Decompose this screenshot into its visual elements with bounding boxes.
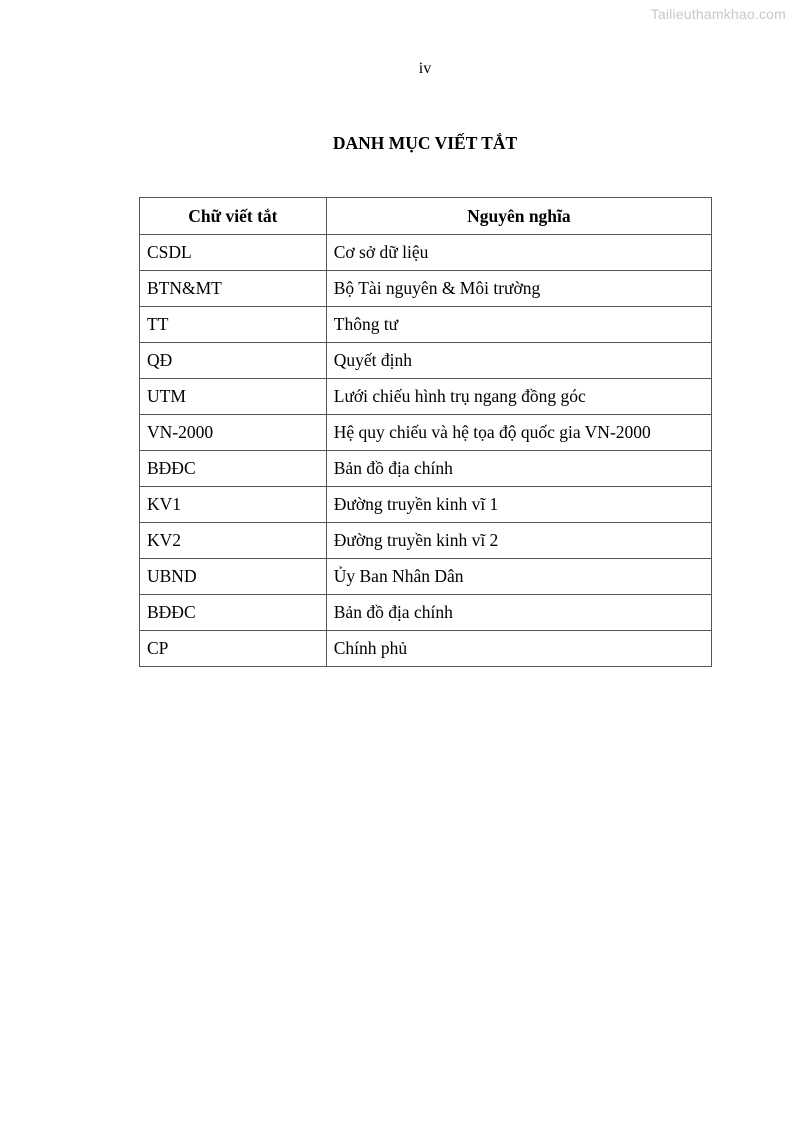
abbreviation-cell: UBND: [140, 559, 327, 595]
watermark-text: Tailieuthamkhao.com: [650, 6, 786, 22]
abbreviation-table: [139, 197, 712, 667]
table-row: [140, 559, 712, 595]
meaning-cell: Đường truyền kinh vĩ 2: [326, 523, 711, 559]
abbreviation-cell: BTN&MT: [140, 271, 327, 307]
table-row: [140, 379, 712, 415]
abbreviation-cell: KV2: [140, 523, 327, 559]
table-row: [140, 343, 712, 379]
meaning-cell: Chính phủ: [326, 631, 711, 667]
meaning-cell: Ủy Ban Nhân Dân: [326, 559, 711, 595]
abbreviation-cell: TT: [140, 307, 327, 343]
column-header-abbreviation: Chữ viết tắt: [140, 198, 327, 235]
meaning-cell: Bản đồ địa chính: [326, 451, 711, 487]
page-number-container: [0, 60, 794, 78]
column-header-meaning: Nguyên nghĩa: [326, 198, 711, 235]
table-row: [140, 271, 712, 307]
abbreviation-cell: UTM: [140, 379, 327, 415]
meaning-cell: Đường truyền kinh vĩ 1: [326, 487, 711, 523]
meaning-cell: Quyết định: [326, 343, 711, 379]
page-number: iv: [418, 60, 432, 77]
abbreviation-cell: VN-2000: [140, 415, 327, 451]
table-row: [140, 415, 712, 451]
abbreviation-cell: CSDL: [140, 235, 327, 271]
meaning-cell: Bộ Tài nguyên & Môi trường: [326, 271, 711, 307]
table-row: [140, 631, 712, 667]
table-row: [140, 451, 712, 487]
meaning-cell: Lưới chiếu hình trụ ngang đồng góc: [326, 379, 711, 415]
table-header-row: [140, 198, 712, 235]
abbreviation-cell: BĐĐC: [140, 595, 327, 631]
table-row: [140, 235, 712, 271]
meaning-cell: Thông tư: [326, 307, 711, 343]
abbreviation-cell: QĐ: [140, 343, 327, 379]
page-title-container: [0, 133, 794, 154]
meaning-cell: Cơ sở dữ liệu: [326, 235, 711, 271]
meaning-cell: Hệ quy chiếu và hệ tọa độ quốc gia VN-2000: [326, 415, 711, 451]
meaning-cell: Bản đồ địa chính: [326, 595, 711, 631]
page-title: DANH MỤC VIẾT TẮT: [332, 133, 518, 153]
table-row: [140, 487, 712, 523]
table-row: [140, 307, 712, 343]
abbreviation-cell: CP: [140, 631, 327, 667]
abbreviation-cell: KV1: [140, 487, 327, 523]
table-row: [140, 595, 712, 631]
abbreviation-cell: BĐĐC: [140, 451, 327, 487]
table-row: [140, 523, 712, 559]
